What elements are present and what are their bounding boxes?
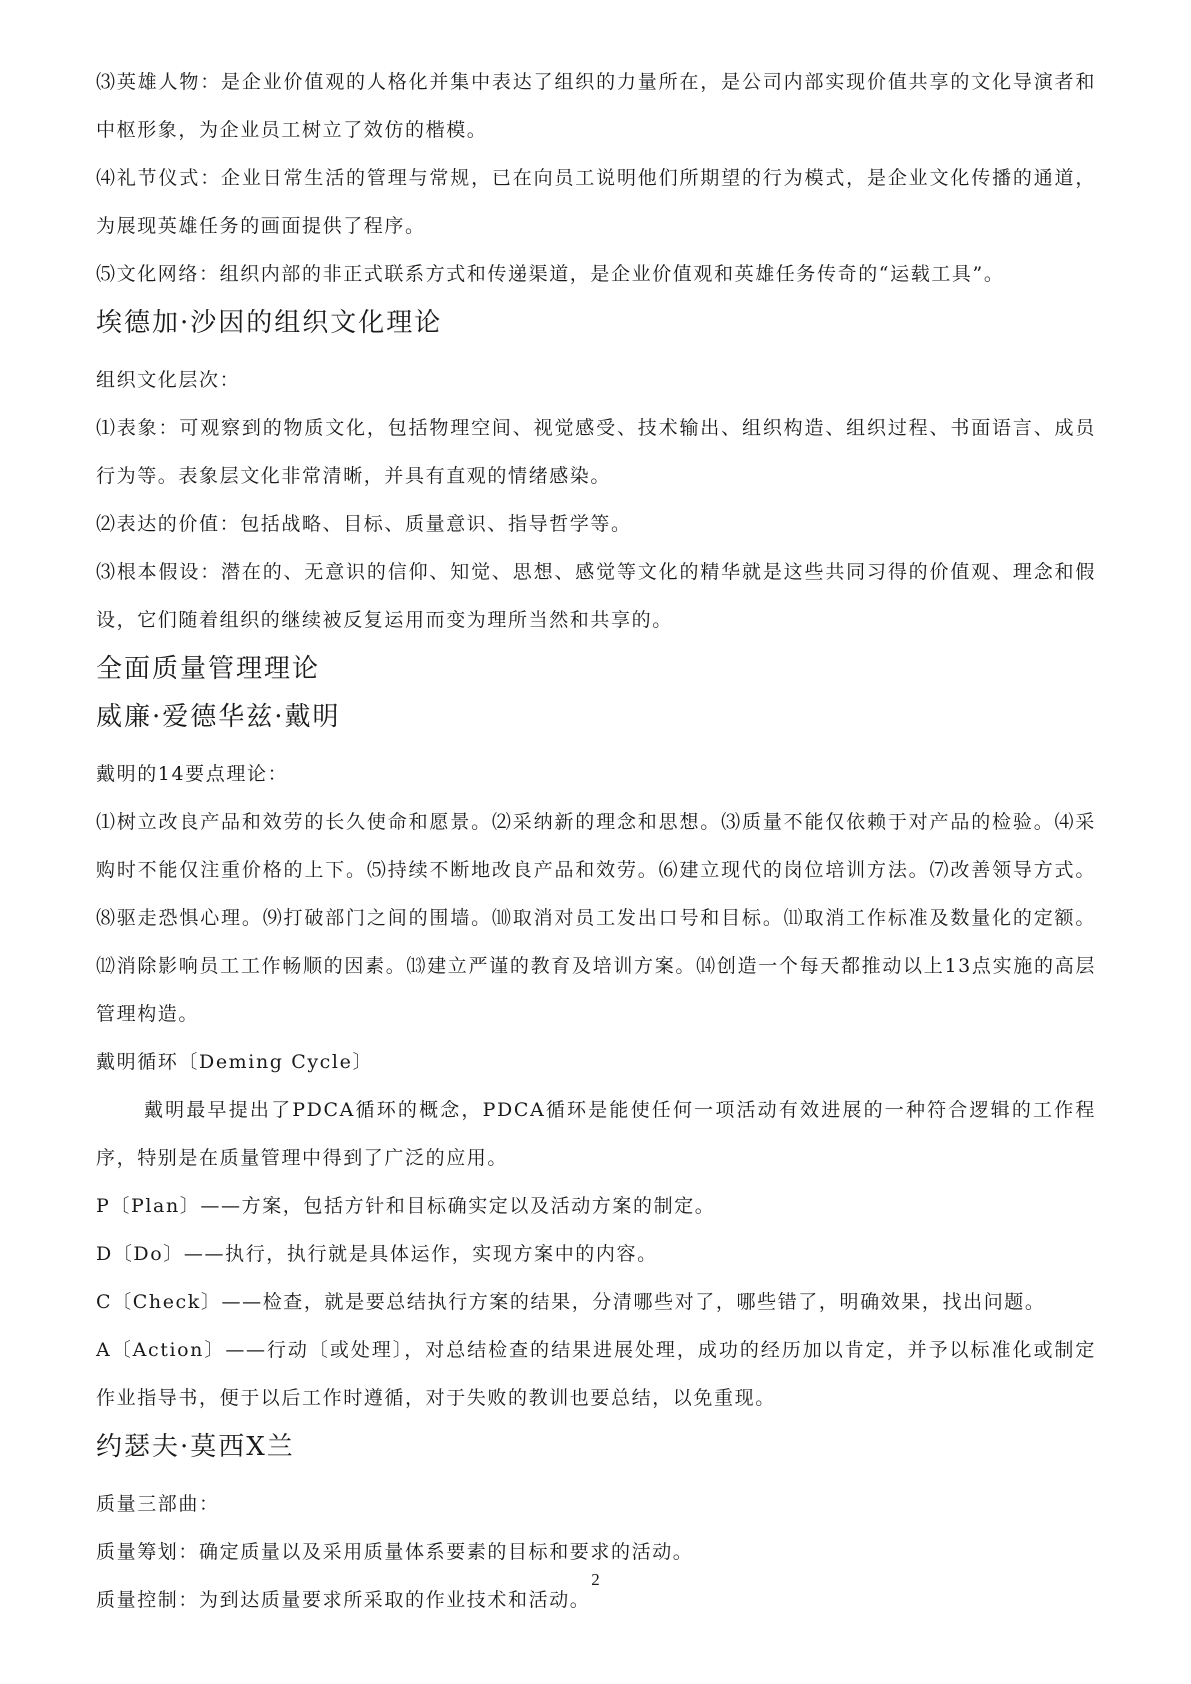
document-page <box>96 58 1096 1624</box>
paragraph-culture-network: ⑸文化网络：组织内部的非正式联系方式和传递渠道，是企业价值观和英雄任务传奇的“运载工具”。 <box>96 263 1005 285</box>
paragraph-deming-cycle-title: 戴明循环〔Deming Cycle〕 <box>96 1051 374 1073</box>
paragraph-hero-figures: ⑶英雄人物：是企业价值观的人格化并集中表达了组织的力量所在，是公司内部实现价值共享的文化导演者和中枢形象，为企业员工树立了效仿的楷模。 <box>96 71 1096 141</box>
paragraph-deming-14-points: ⑴树立改良产品和效劳的长久使命和愿景。⑵采纳新的理念和思想。⑶质量不能仅依赖于对产品的检验。⑷采购时不能仅注重价格的上下。⑸持续不断地改良产品和效劳。⑹建立现代的岗位培训方法。⑺改善领导方式。⑻驱走恐惧心理。⑼打破部门之间的围墙。⑽取消对员工发出口号和目标。⑾取消工作标准及数量化的定额。⑿消除影响员工工作畅顺的因素。⒀建立严谨的教育及培训方案。⒁创造一个每天都推动以上13点实施的高层管理构造。 <box>96 811 1096 1025</box>
paragraph-pdca-plan: P〔Plan〕——方案，包括方针和目标确实定以及活动方案的制定。 <box>96 1195 716 1217</box>
paragraph-pdca-do: D〔Do〕——执行，执行就是具体运作，实现方案中的内容。 <box>96 1243 658 1265</box>
paragraph-rituals: ⑷礼节仪式：企业日常生活的管理与常规，已在向员工说明他们所期望的行为模式，是企业文化传播的通道，为展现英雄任务的画面提供了程序。 <box>96 167 1096 237</box>
paragraph-quality-control: 质量控制：为到达质量要求所采取的作业技术和活动。 <box>96 1589 591 1611</box>
paragraph-artifacts: ⑴表象：可观察到的物质文化，包括物理空间、视觉感受、技术输出、组织构造、组织过程、书面语言、成员行为等。表象层文化非常清晰，并具有直观的情绪感染。 <box>96 417 1096 487</box>
paragraph-quality-planning: 质量筹划：确定质量以及采用质量体系要素的目标和要求的活动。 <box>96 1541 694 1563</box>
heading-deming: 威廉·爱德华兹·戴明 <box>96 702 341 732</box>
paragraph-espoused-values: ⑵表达的价值：包括战略、目标、质量意识、指导哲学等。 <box>96 513 632 535</box>
paragraph-pdca-intro: 戴明最早提出了PDCA循环的概念，PDCA循环是能使任何一项活动有效进展的一种符合逻辑的工作程序，特别是在质量管理中得到了广泛的应用。 <box>96 1099 1096 1169</box>
paragraph-quality-trilogy-title: 质量三部曲： <box>96 1493 220 1515</box>
paragraph-basic-assumptions: ⑶根本假设：潜在的、无意识的信仰、知觉、思想、感觉等文化的精华就是这些共同习得的价值观、理念和假设，它们随着组织的继续被反复运用而变为理所当然和共享的。 <box>96 561 1096 631</box>
paragraph-pdca-check: C〔Check〕——检查，就是要总结执行方案的结果，分清哪些对了，哪些错了，明确效果，找出问题。 <box>96 1291 1046 1313</box>
paragraph-deming-14-points-title: 戴明的14要点理论： <box>96 763 289 785</box>
page-number: 2 <box>591 1570 600 1589</box>
paragraph-pdca-action: A〔Action〕——行动〔或处理〕，对总结检查的结果进展处理，成功的经历加以肯定，并予以标准化或制定作业指导书，便于以后工作时遵循，对于失败的教训也要总结，以免重现。 <box>96 1339 1096 1409</box>
paragraph-culture-levels-title: 组织文化层次： <box>96 369 241 391</box>
heading-schein-theory: 埃德加·沙因的组织文化理论 <box>96 308 443 338</box>
heading-juran: 约瑟夫·莫西X兰 <box>96 1432 295 1462</box>
heading-tqm-theory: 全面质量管理理论 <box>96 654 321 684</box>
